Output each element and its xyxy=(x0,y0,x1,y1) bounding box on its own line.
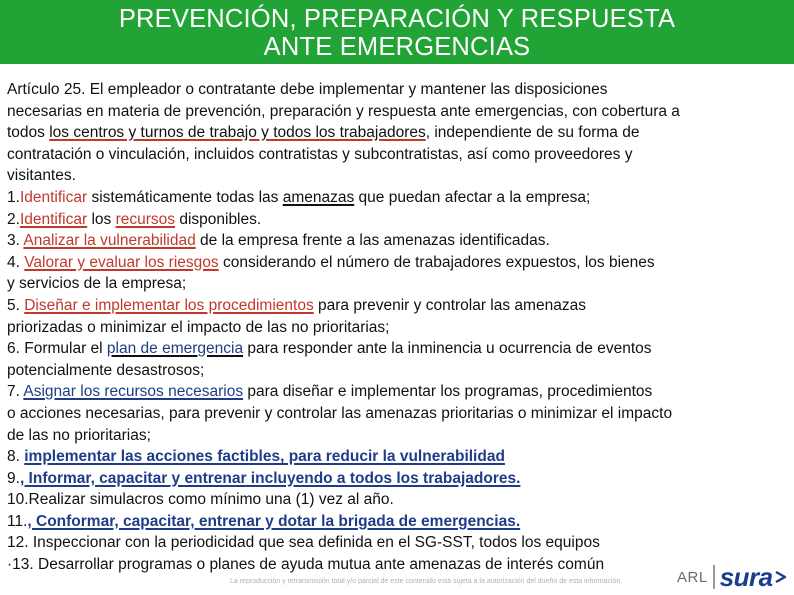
keyword-identificar: Identificar xyxy=(19,210,88,228)
keyword-recursos: recursos xyxy=(115,210,176,228)
slide-title-banner xyxy=(0,0,794,64)
keyword-identificar: Identificar xyxy=(19,188,88,206)
keyword-disenar-procedimientos: Diseñar e implementar los procedimientos xyxy=(24,296,314,314)
logo-arrow-icon xyxy=(775,570,787,584)
keyword-brigada-emergencias: , Conformar, capacitar, entrenar y dotar la brigada de emergencias. xyxy=(27,512,521,530)
keyword-implementar-acciones: implementar las acciones factibles, para reducir la vulnerabilidad xyxy=(24,448,505,466)
keyword-plan-emergencia: plan de emergencia xyxy=(106,340,244,358)
arl-sura-logo xyxy=(677,562,787,592)
list-item-7: 7. Asignar los recursos necesarios para diseñar e implementar los programas, procedimientos xyxy=(7,383,653,401)
list-item-7-cont: de las no prioritarias; xyxy=(7,426,151,444)
list-item-7-cont: o acciones necesarias, para prevenir y controlar las amenazas prioritarias o minimizar el impacto xyxy=(7,404,673,422)
list-item-4: 4. Valorar y evaluar los riesgos considerando el número de trabajadores expuestos, los bienes xyxy=(7,253,655,271)
list-item-12: 12. Inspeccionar con la periodicidad que sea definida en el SG-SST, todos los equipos xyxy=(7,534,600,552)
keyword-amenazas: amenazas xyxy=(282,188,355,206)
logo-arl-text: ARL xyxy=(677,568,708,586)
article-intro-line: necesarias en materia de prevención, preparación y respuesta ante emergencias, con cobertura a xyxy=(7,102,680,120)
keyword-asignar-recursos: Asignar los recursos necesarios xyxy=(23,383,244,401)
list-item-6-cont: potencialmente desastrosos; xyxy=(7,361,205,379)
keyword-informar-capacitar: , Informar, capacitar y entrenar incluyendo a todos los trabajadores. xyxy=(19,469,521,487)
list-item-13: ·13. Desarrollar programas o planes de ayuda mutua ante amenazas de interés común xyxy=(7,556,605,574)
list-item-3: 3. Analizar la vulnerabilidad de la empresa frente a las amenazas identificadas. xyxy=(7,232,550,250)
logo-divider xyxy=(713,565,715,589)
highlight-all-workers: los centros y turnos de trabajo y todos los trabajadores xyxy=(49,124,426,142)
keyword-analizar-vulnerabilidad: Analizar la vulnerabilidad xyxy=(23,232,196,250)
list-item-10: 10.Realizar simulacros como mínimo una (1) vez al año. xyxy=(7,491,394,509)
list-item-6: 6. Formular el plan de emergencia para responder ante la inminencia u ocurrencia de eventos xyxy=(7,340,652,358)
list-item-4-cont: y servicios de la empresa; xyxy=(7,275,187,293)
list-item-9: 9., Informar, capacitar y entrenar incluyendo a todos los trabajadores. xyxy=(7,469,521,487)
article-intro-line: contratación o vinculación, incluidos contratistas y subcontratistas, así como proveedores y xyxy=(7,145,633,163)
article-intro-line: visitantes. xyxy=(7,167,76,185)
list-item-11: 11., Conformar, capacitar, entrenar y dotar la brigada de emergencias. xyxy=(7,512,521,530)
list-item-8: 8. implementar las acciones factibles, para reducir la vulnerabilidad xyxy=(7,448,505,466)
keyword-valorar-riesgos: Valorar y evaluar los riesgos xyxy=(24,253,219,271)
copyright-note: La reproducción y retransmisión total y/o parcial de este contenido está sujeta a la autorización del dueño de esta información. xyxy=(230,578,623,585)
list-item-2: 2.Identificar los recursos disponibles. xyxy=(7,210,262,228)
logo-sura-text: sura xyxy=(719,561,773,592)
article-body xyxy=(7,79,791,576)
slide-title-line-2: ANTE EMERGENCIAS xyxy=(263,33,531,61)
list-item-5-cont: priorizadas o minimizar el impacto de las no prioritarias; xyxy=(7,318,390,336)
list-item-5: 5. Diseñar e implementar los procedimientos para prevenir y controlar las amenazas xyxy=(7,296,586,314)
list-item-1: 1.Identificar sistemáticamente todas las amenazas que puedan afectar a la empresa; xyxy=(7,188,591,206)
article-intro-line: Artículo 25. El empleador o contratante debe implementar y mantener las disposiciones xyxy=(7,81,608,98)
article-intro-line: todos los centros y turnos de trabajo y todos los trabajadores, independiente de su forma de xyxy=(7,124,640,142)
slide-title-line-1: PREVENCIÓN, PREPARACIÓN Y RESPUESTA xyxy=(118,5,676,33)
